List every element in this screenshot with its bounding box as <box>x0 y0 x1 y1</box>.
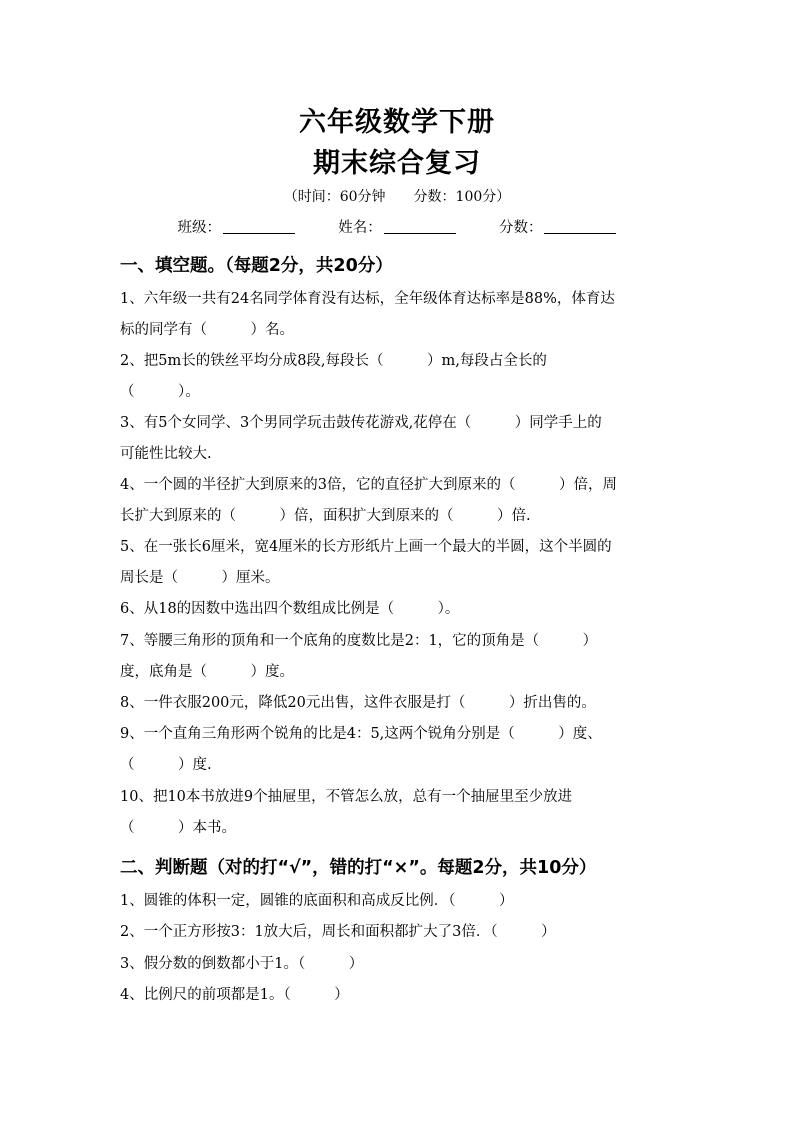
question-line: 9、一个直角三角形两个锐角的比是4：5,这两个锐角分别是（ ）度、 <box>120 726 602 742</box>
page-subtitle: 期末综合复习 <box>313 148 481 179</box>
class-blank <box>223 219 295 234</box>
section-heading-true-false: 二、判断题（对的打“√”，错的打“×”。每题2分，共10分） <box>120 858 597 878</box>
section-heading-fill-blank: 一、填空题。（每题2分，共20分） <box>120 256 393 276</box>
question-line: 1、圆锥的体积一定，圆锥的底面积和高成反比例．（ ） <box>120 893 514 909</box>
exam-meta: （时间：60分钟 分数：100分） <box>283 189 511 205</box>
name-label: 姓名： <box>338 220 382 236</box>
score-blank <box>544 219 616 234</box>
question-line: 3、有5个女同学、3个男同学玩击鼓传花游戏,花停在（ ）同学手上的 <box>120 415 602 431</box>
student-info-row <box>0 216 794 237</box>
question-line: （ ）本书。 <box>120 820 236 836</box>
question-line: 2、一个正方形按3：1放大后，周长和面积都扩大了3倍．（ ） <box>120 924 556 940</box>
question-line: （ ）。 <box>120 384 200 400</box>
question-line: 长扩大到原来的（ ）倍，面积扩大到原来的（ ）倍. <box>120 508 531 524</box>
question-line: 2、把5m长的铁丝平均分成8段,每段长（ ）m,每段占全长的 <box>120 353 547 369</box>
question-line: 周长是（ ）厘米。 <box>120 570 280 586</box>
question-line: 4、比例尺的前项都是1。（ ） <box>120 987 349 1003</box>
question-line: 7、等腰三角形的顶角和一个底角的度数比是2：1，它的顶角是（ ） <box>120 633 598 649</box>
question-line: 可能性比较大. <box>120 446 212 462</box>
question-line: 5、在一张长6厘米，宽4厘米的长方形纸片上画一个最大的半圆，这个半圆的 <box>120 539 612 555</box>
name-blank <box>384 219 456 234</box>
question-line: 度，底角是（ ）度。 <box>120 664 294 680</box>
score-label: 分数： <box>498 220 543 236</box>
question-line: 10、把10本书放进9个抽屉里，不管怎么放，总有一个抽屉里至少放进 <box>120 789 573 805</box>
question-line: 4、一个圆的半径扩大到原来的3倍，它的直径扩大到原来的（ ）倍，周 <box>120 477 617 493</box>
question-line: 6、从18的因数中选出四个数组成比例是（ ）。 <box>120 601 460 617</box>
question-line: 8、一件衣服200元，降低20元出售，这件衣服是打（ ）折出售的。 <box>120 695 596 711</box>
question-line: 1、六年级一共有24名同学体育没有达标，全年级体育达标率是88%，体育达 <box>120 291 615 307</box>
class-label: 班级： <box>177 220 222 236</box>
question-line: （ ）度. <box>120 757 212 773</box>
question-line: 3、假分数的倒数都小于1。（ ） <box>120 956 364 972</box>
question-line: 标的同学有（ ）名。 <box>120 322 294 338</box>
page-title: 六年级数学下册 <box>299 107 495 138</box>
